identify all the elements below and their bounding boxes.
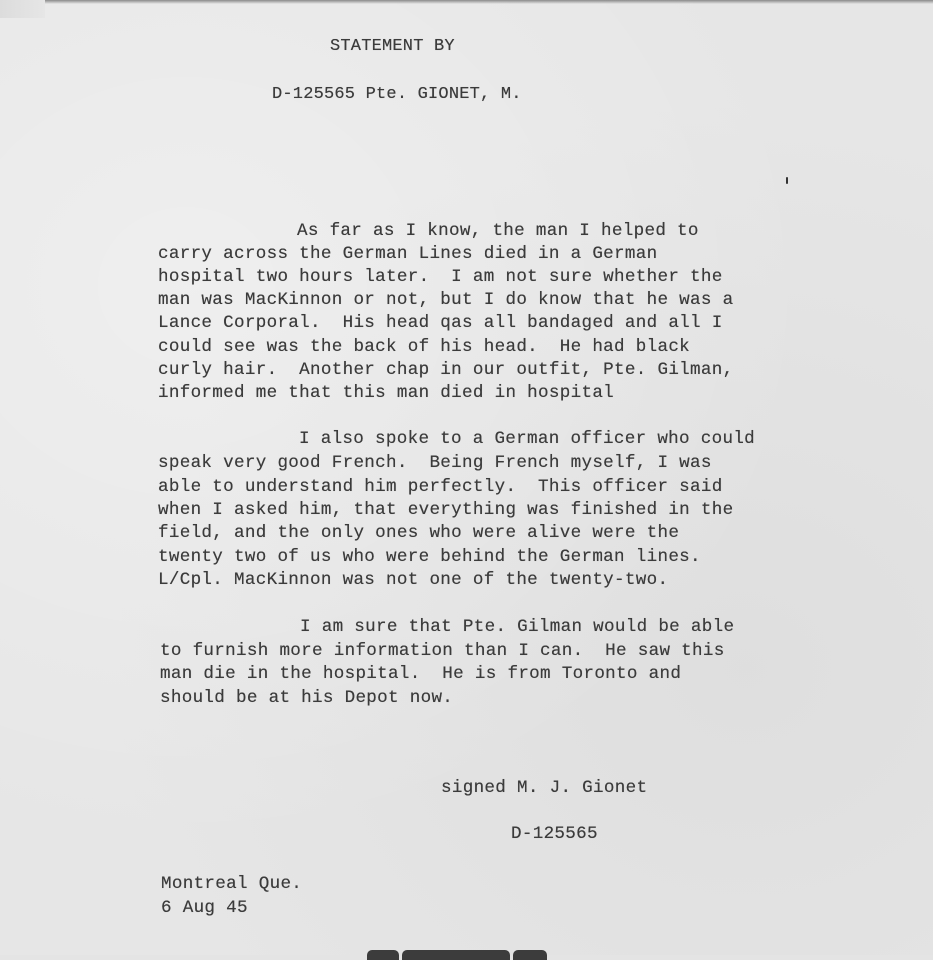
toolbar-button-left[interactable] [367,950,399,960]
page-corner-shade [0,0,45,18]
toolbar-button-right[interactable] [513,950,547,960]
document-subject: D-125565 Pte. GIONET, M. [272,85,522,104]
paragraph-line: could see was the back of his head. He had black [158,337,691,357]
paragraph-line: curly hair. Another chap in our outfit, Pte. Gilman, [158,360,734,380]
paragraph-line: hospital two hours later. I am not sure whether the [158,267,723,287]
document-heading: STATEMENT BY [330,37,455,56]
paragraph-line: As far as I know, the man I helped to [297,221,699,241]
paragraph-line: when I asked him, that everything was finished in the [158,500,734,520]
paragraph-line: field, and the only ones who were alive were the [158,523,680,543]
paragraph-line: man was MacKinnon or not, but I do know that he was a [158,290,734,310]
paragraph-line: should be at his Depot now. [160,688,454,708]
service-number: D-125565 [511,824,598,844]
paragraph-line: informed me that this man died in hospital [158,383,615,403]
place-line: Montreal Que. [161,874,303,894]
paragraph-line: I also spoke to a German officer who could [299,429,756,449]
viewer-toolbar [367,950,547,960]
paragraph-line: I am sure that Pte. Gilman would be able [300,617,735,637]
paragraph-line: twenty two of us who were behind the German lines. [158,547,701,567]
paragraph-line: Lance Corporal. His head qas all bandaged and all I [158,313,723,333]
paragraph-line: able to understand him perfectly. This officer said [158,477,723,497]
toolbar-button-center[interactable] [402,950,510,960]
paragraph-line: carry across the German Lines died in a German [158,244,658,264]
page-top-edge-shadow [45,0,933,4]
paragraph-line: to furnish more information than I can. He saw this [160,641,725,661]
date-line: 6 Aug 45 [161,898,248,918]
paragraph-line: man die in the hospital. He is from Toronto and [160,664,682,684]
signature-line: signed M. J. Gionet [441,778,648,798]
paragraph-line: L/Cpl. MacKinnon was not one of the twenty-two. [158,570,669,590]
paragraph-line: speak very good French. Being French myself, I was [158,453,712,473]
paper-speck [786,177,788,184]
